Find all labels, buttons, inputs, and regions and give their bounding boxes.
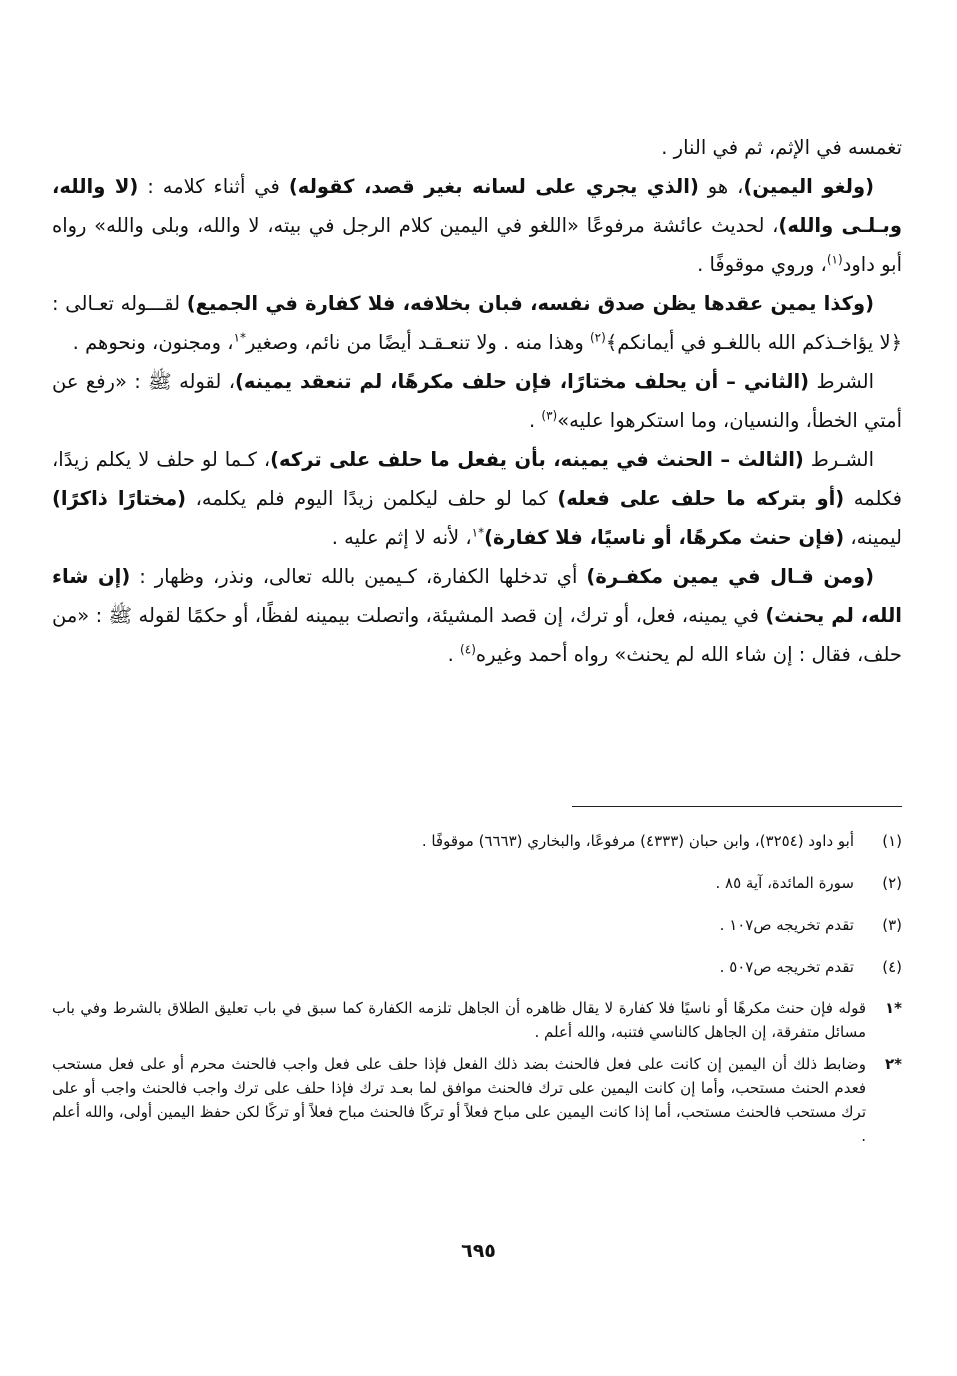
- footnote-number: (١): [882, 832, 902, 850]
- footnote-text: سورة المائدة، آية ٨٥ .: [715, 874, 854, 892]
- text-run: ، ومجنون، ونحوهم .: [72, 331, 234, 354]
- paragraph-6: [52, 557, 902, 674]
- main-text-block: [52, 128, 902, 674]
- text-run: لقـــوله تعـالى : ﴿لا يؤاخـذكم الله باللغـو في أيمانكم﴾: [52, 292, 902, 354]
- note-text: قوله فإن حنث مكرهًا أو ناسيًا فلا كفارة لا يقال ظاهره أن الجاهل تلزمه الكفارة كما سبق في باب تعليق الطلاق بالشرط وفي باب مسائل متفرقة، إن الجاهل كالناسي فتنبه، والله أعلم .: [52, 999, 866, 1041]
- paragraph-5: [52, 440, 902, 557]
- footnote-text: تقدم تخريجه ص١٠٧ .: [719, 916, 854, 934]
- paragraph-4: [52, 362, 902, 440]
- footnote-number: (٤): [882, 958, 902, 976]
- footnote-text: تقدم تخريجه ص٥٠٧ .: [719, 958, 854, 976]
- text-run: ، لأنه لا إثم عليه .: [331, 526, 472, 549]
- footnote-text: أبو داود (٣٢٥٤)، وابن حبان (٤٣٣٣) مرفوعًا، والبخاري (٦٦٦٣) موقوفًا .: [421, 832, 854, 850]
- text-run: ، لقوله ﷺ : «رفع عن أمتي الخطأ، والنسيان، وما استكرهوا عليه»: [52, 370, 902, 432]
- bold-phrase: (إن شاء الله، لم يحنث): [52, 565, 902, 627]
- text-run: ، هو: [698, 175, 744, 198]
- page-number: ٦٩٥: [461, 1240, 496, 1262]
- bold-phrase: (مختارًا ذاكرًا): [52, 487, 187, 510]
- paragraph-3: [52, 284, 902, 362]
- bold-phrase: (ولغو اليمين): [743, 175, 874, 198]
- footnote-marker: (١): [826, 252, 843, 267]
- bold-phrase: (فإن حنث مكرهًا، أو ناسيًا، فلا كفارة): [484, 526, 845, 549]
- footnote-item: [52, 868, 902, 910]
- text-run: الشـرط: [803, 448, 874, 471]
- paragraph-1: [52, 128, 902, 167]
- footnote-item: [52, 910, 902, 952]
- annotation-note: [52, 996, 902, 1044]
- text-run: .: [447, 643, 461, 666]
- note-marker: *١: [471, 525, 485, 540]
- annotation-note: [52, 1052, 902, 1148]
- bold-phrase: (ومن قـال في يمين مكفـرة): [586, 565, 874, 588]
- bold-phrase: (لا والله، وبـلـى والله): [52, 175, 902, 237]
- text-run: ليمينه،: [844, 526, 902, 549]
- bold-phrase: (الثاني – أن يحلف مختارًا، فإن حلف مكرهًا، لم تنعقد يمينه): [235, 370, 810, 393]
- text-run: في أثناء كلامه :: [138, 175, 289, 198]
- footnote-divider: [572, 806, 902, 807]
- note-marker: *١: [233, 330, 246, 345]
- text-run: كما لو حلف ليكلمن زيدًا اليوم فلم يكلمه،: [186, 487, 558, 510]
- paragraph-2: [52, 167, 902, 284]
- note-text: وضابط ذلك أن اليمين إن كانت على فعل فالحنث بضد ذلك الفعل فإذا حلف على فعل واجب فالحنث محرم أو على فعل مستحب فعدم الحنث مستحب، وأما إن كانت اليمين على ترك فالحنث موافق لما بعـد ترك فإذا حلف على ترك واجب فالحنث واجب أو على ترك مستحب فالحنث مستحب، أما إذا كانت اليمين على مباح فعلاً أو تركًا فالحنث مباح فعلاً أو تركًا لكن حفظ اليمين أولى، والله أعلم .: [52, 1055, 866, 1145]
- text-run: ، لحديث عائشة مرفوعًا «اللغو في اليمين كلام الرجل في بيته، لا والله، وبلى والله» رواه أبو داود: [52, 214, 902, 276]
- text-run: .: [528, 409, 542, 432]
- footnotes-section: [52, 826, 902, 1156]
- text-run: الشرط: [809, 370, 874, 393]
- bold-phrase: (أو بتركه ما حلف على فعله): [557, 487, 845, 510]
- text-run: وهذا منه . ولا تنعـقـد أيضًا من نائم، وصغير: [246, 331, 590, 354]
- footnote-item: [52, 826, 902, 868]
- bold-phrase: (وكذا يمين عقدها يظن صدق نفسه، فبان بخلافه، فلا كفارة في الجميع): [186, 292, 874, 315]
- footnote-number: (٣): [882, 916, 902, 934]
- footnote-marker: (٣): [541, 408, 558, 423]
- text-run: أي تدخلها الكفارة، كـيمين بالله تعالى، ونذر، وظهار :: [130, 565, 587, 588]
- bold-phrase: (الذي يجري على لسانه بغير قصد، كقوله): [288, 175, 699, 198]
- bold-phrase: (الثالث – الحنث في يمينه، بأن يفعل ما حلف على تركه): [270, 448, 804, 471]
- footnote-item: [52, 952, 902, 994]
- footnote-marker: (٢): [589, 330, 606, 345]
- note-number: *٢: [884, 1055, 902, 1073]
- paragraph-1-text: تغمسه في الإثم، ثم في النار .: [661, 136, 902, 159]
- footnote-number: (٢): [882, 874, 902, 892]
- note-number: *١: [884, 999, 902, 1017]
- footnote-marker: (٤): [460, 642, 476, 657]
- text-run: ، كـما لو حلف لا يكلم زيدًا، فكلمه: [52, 448, 902, 510]
- text-run: في يمينه، فعل، أو ترك، إن قصد المشيئة، واتصلت بيمينه لفظًا، أو حكمًا لقوله ﷺ : «من حلف، فقال : إن شاء الله لم يحنث» رواه أحمد وغيره: [52, 604, 902, 666]
- text-run: ، وروي موقوفًا .: [697, 253, 827, 276]
